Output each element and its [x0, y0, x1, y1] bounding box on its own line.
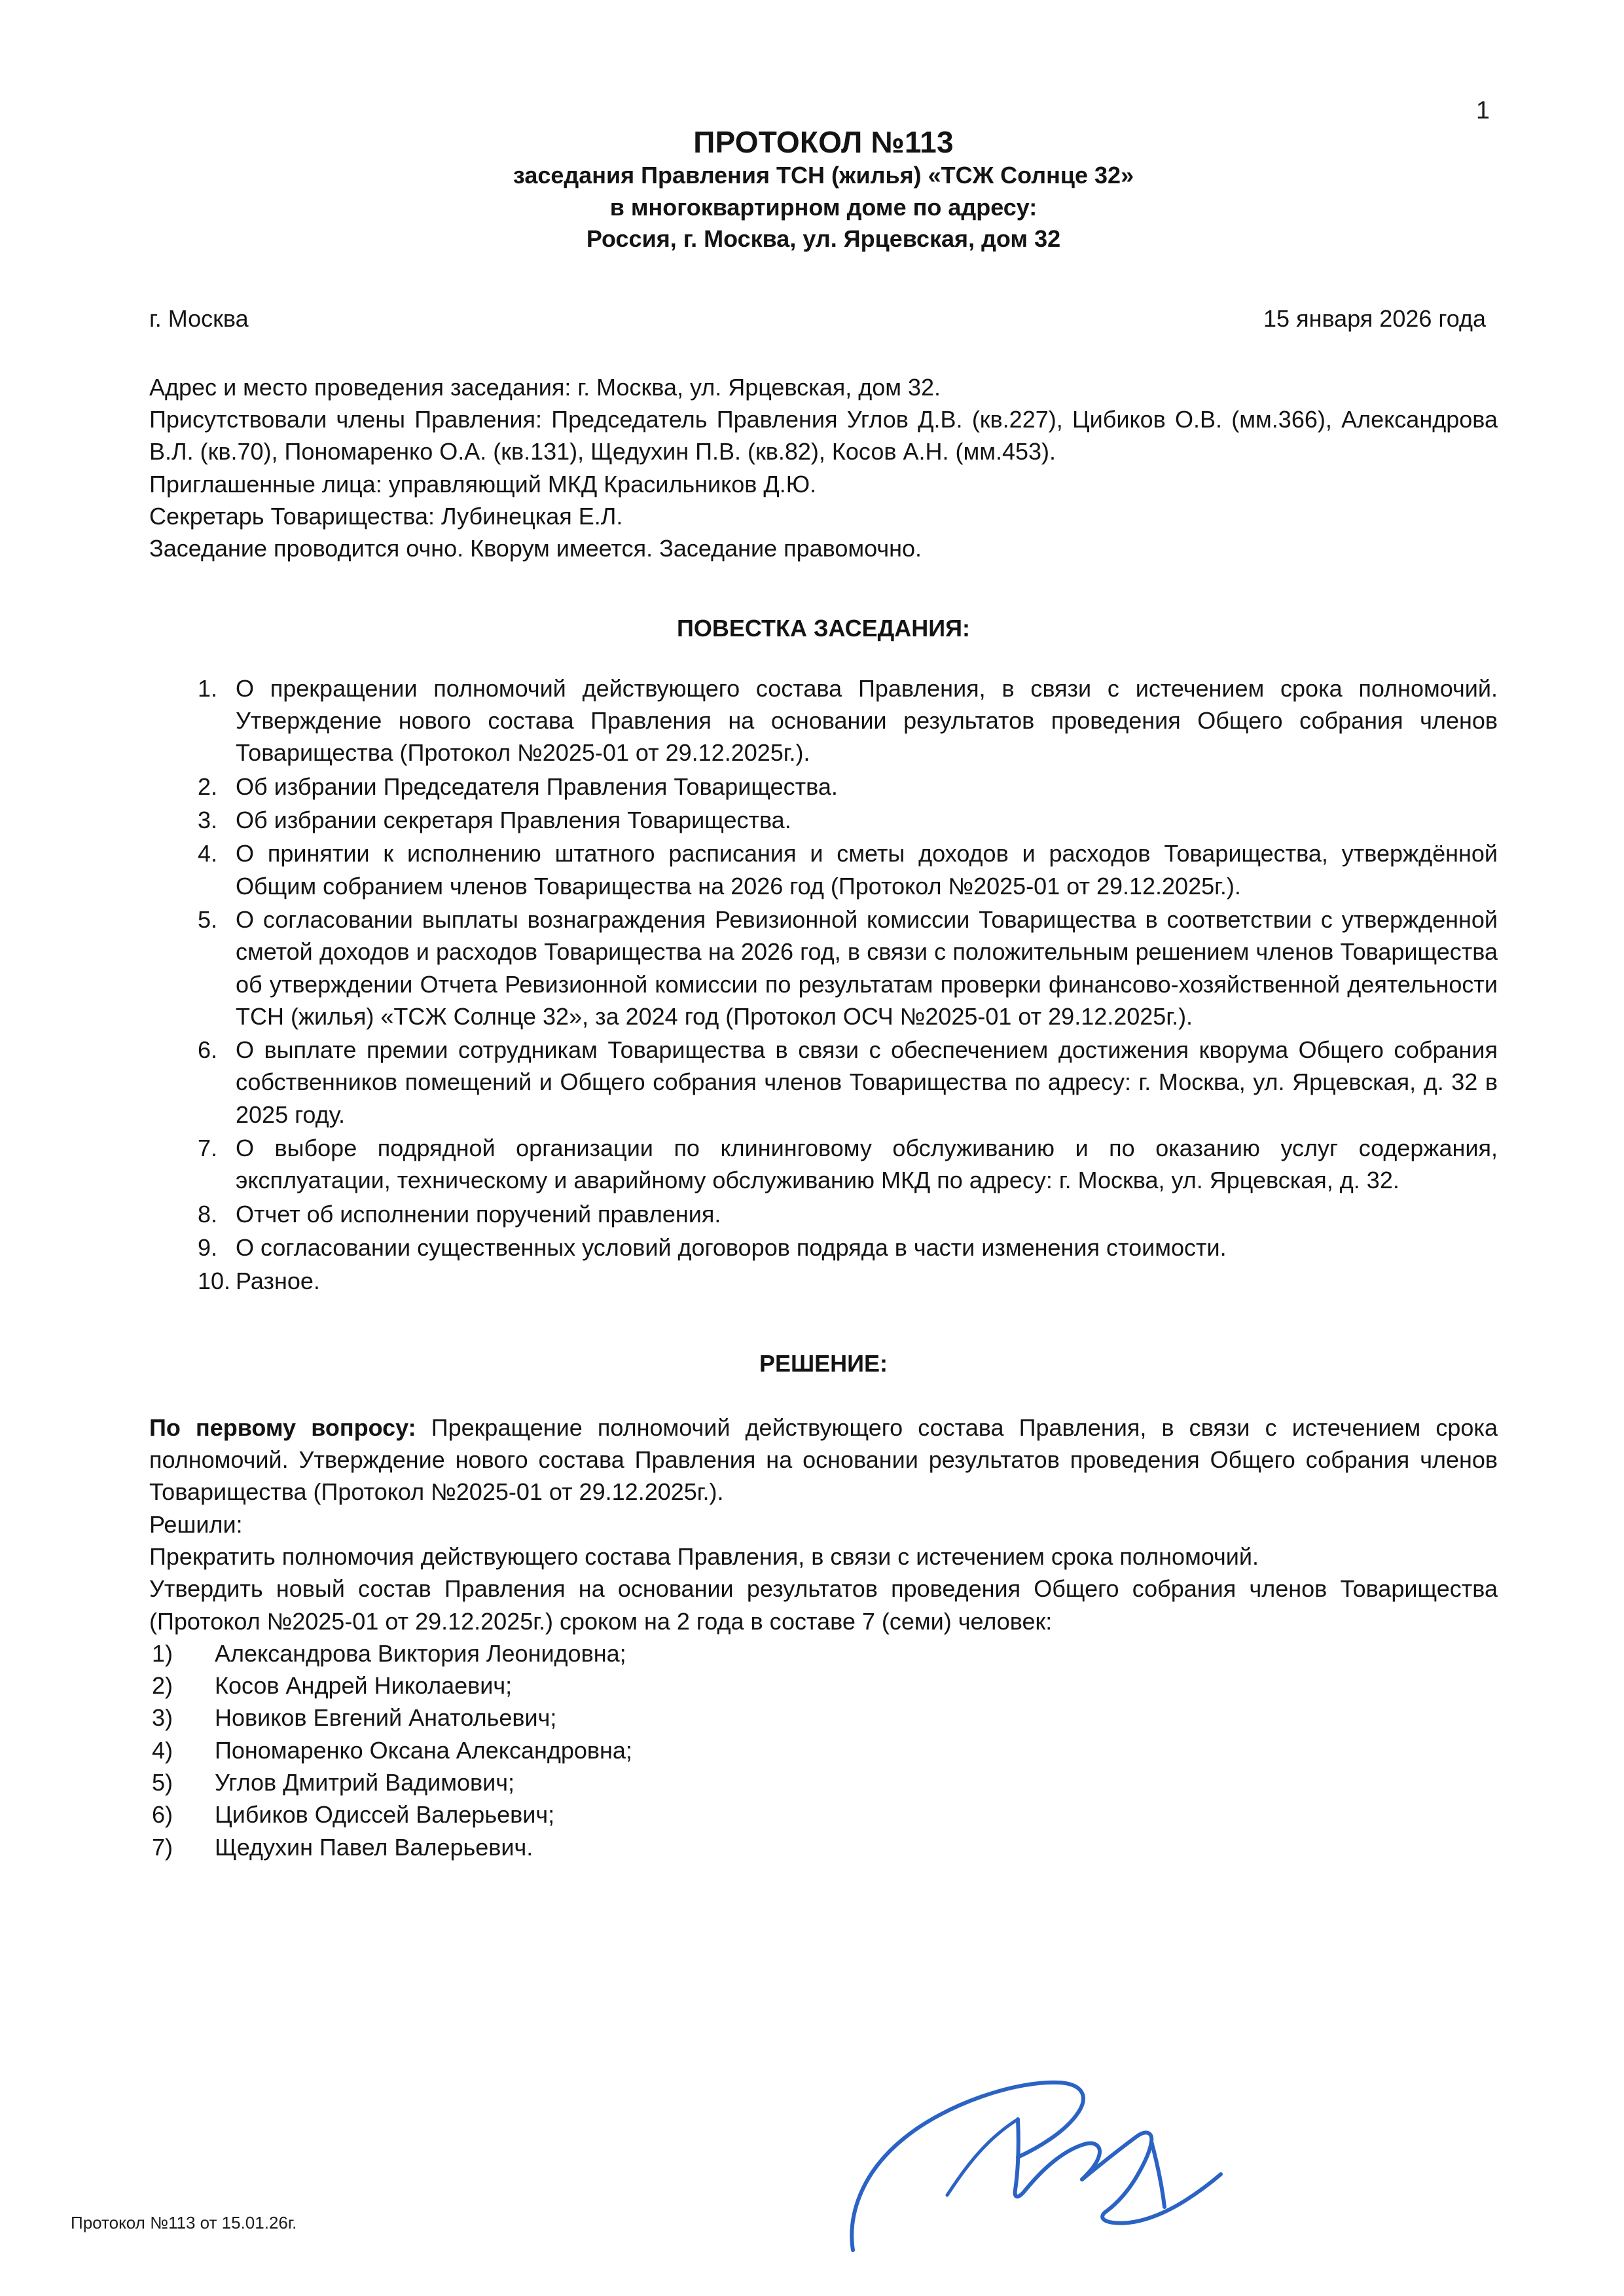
resolved-line-1: Прекратить полномочия действующего состава Правления, в связи с истечением срока полномочий.: [149, 1542, 1259, 1570]
member-name: Новиков Евгений Анатольевич;: [215, 1704, 557, 1732]
resolution-question-text: Прекращение полномочий действующего состава Правления, в связи с истечением срока полномочий. Утверждение нового состава Правления на основании результатов проведения Общего собрания членов Товарищества (Протокол №2025-01 от 29.12.2025г.).: [149, 1413, 1498, 1506]
page-number: 1: [1475, 97, 1490, 124]
resolution-question-label: По первому вопросу:: [149, 1413, 416, 1441]
agenda-item: [149, 1034, 1498, 1131]
agenda-item-text: О выплате премии сотрудникам Товарищества в связи с обеспечением достижения кворума Общего собрания собственников помещений и Общего собрания членов Товарищества по адресу: г. Москва, ул. Ярцевская, д. 32 в 2025 году.: [236, 1036, 1498, 1128]
intro-block: [149, 371, 1498, 565]
member-name: Александрова Виктория Леонидовна;: [215, 1639, 626, 1667]
agenda-item-number: 1.: [198, 674, 218, 702]
list-item: [149, 1637, 1498, 1669]
resolved-line-2: Утвердить новый состав Правления на основании результатов проведения Общего собрания членов Товарищества (Протокол №2025-01 от 29.12.2025г.) сроком на 2 года в составе 7 (семи) человек:: [149, 1575, 1498, 1635]
meta-date: 15 января 2026 года: [1263, 305, 1486, 333]
resolution-question: [149, 1412, 1498, 1508]
agenda-item: [149, 837, 1498, 902]
list-item: [149, 1702, 1498, 1734]
agenda-item-text: О согласовании выплаты вознаграждения Ревизионной комиссии Товарищества в соответствии с утвержденной сметой доходов и расходов Товарищества на 2026 год, в связи с положительным решением членов Товарищества об утверждении Отчета Ревизионной комиссии по результатам проверки финансово-хозяйственной деятельности ТСН (жилья) «ТСЖ Солнце 32», за 2024 год (Протокол ОСЧ №2025-01 от 29.12.2025г.).: [236, 905, 1498, 1030]
list-item: [149, 1734, 1498, 1766]
agenda-item: [149, 1231, 1498, 1264]
resolved-label: Решили:: [149, 1510, 243, 1538]
intro-attendees: Присутствовали члены Правления: Председатель Правления Углов Д.В. (кв.227), Цибиков О.В. (мм.366), Александрова В.Л. (кв.70), Пономаренко О.А. (кв.131), Щедухин П.В. (кв.82), Косов А.Н. (мм.453).: [149, 406, 1498, 465]
agenda-item-number: 6.: [198, 1036, 218, 1064]
agenda-list: [149, 672, 1498, 1298]
title-subline-building: в многоквартирном доме по адресу:: [609, 193, 1038, 221]
member-name: Цибиков Одиссей Валерьевич;: [215, 1801, 555, 1829]
agenda-item: [149, 1132, 1498, 1197]
member-number: 6): [152, 1801, 173, 1829]
intro-quorum: Заседание проводится очно. Кворум имеется. Заседание правомочно.: [149, 535, 922, 562]
title-subline-address: Россия, г. Москва, ул. Ярцевская, дом 32: [586, 225, 1061, 253]
document-content: [149, 124, 1498, 1863]
agenda-item-text: Об избрании секретаря Правления Товарищества.: [236, 806, 791, 833]
agenda-item-text: Отчет об исполнении поручений правления.: [236, 1200, 721, 1228]
resolution-block: [149, 1412, 1498, 1637]
agenda-item-text: Об избрании Председателя Правления Товарищества.: [236, 773, 838, 800]
signature-mark: [821, 2020, 1293, 2295]
list-item: [149, 1831, 1498, 1863]
agenda-item-number: 9.: [198, 1234, 218, 1262]
meta-row: [149, 304, 1498, 335]
agenda-item-number: 8.: [198, 1200, 218, 1228]
decision-heading: РЕШЕНИЕ:: [759, 1349, 888, 1377]
member-name: Косов Андрей Николаевич;: [215, 1672, 513, 1700]
document-title-block: [149, 124, 1498, 255]
page-title: ПРОТОКОЛ №113: [693, 125, 954, 159]
agenda-item: [149, 903, 1498, 1032]
agenda-item: [149, 804, 1498, 836]
member-number: 5): [152, 1769, 173, 1796]
intro-invited: Приглашенные лица: управляющий МКД Красильников Д.Ю.: [149, 470, 817, 498]
member-number: 1): [152, 1639, 173, 1667]
agenda-item-number: 3.: [198, 806, 218, 833]
member-name: Щедухин Павел Валерьевич.: [215, 1833, 533, 1861]
agenda-item: [149, 672, 1498, 769]
member-number: 2): [152, 1672, 173, 1700]
list-item: [149, 1766, 1498, 1798]
list-item: [149, 1798, 1498, 1831]
member-number: 7): [152, 1833, 173, 1861]
agenda-item-number: 4.: [198, 840, 218, 867]
intro-address: Адрес и место проведения заседания: г. Москва, ул. Ярцевская, дом 32.: [149, 373, 941, 401]
agenda-item-number: 10.: [198, 1267, 231, 1295]
list-item: [149, 1669, 1498, 1702]
agenda-item: [149, 1265, 1498, 1297]
agenda-item-text: О согласовании существенных условий договоров подряда в части изменения стоимости.: [236, 1234, 1227, 1262]
agenda-item-text: О прекращении полномочий действующего состава Правления, в связи с истечением срока полномочий. Утверждение нового состава Правления на основании результатов проведения Общего собрания членов Товарищества (Протокол №2025-01 от 29.12.2025г.).: [236, 674, 1498, 767]
agenda-item-text: О принятии к исполнению штатного расписания и сметы доходов и расходов Товарищества, утверждённой Общим собранием членов Товарищества на 2026 год (Протокол №2025-01 от 29.12.2025г.).: [236, 840, 1498, 900]
agenda-item-number: 5.: [198, 905, 218, 933]
member-name: Пономаренко Оксана Александровна;: [215, 1736, 632, 1764]
member-number: 4): [152, 1736, 173, 1764]
agenda-item: [149, 771, 1498, 803]
board-members-list: [149, 1637, 1498, 1863]
agenda-item-number: 7.: [198, 1135, 218, 1162]
agenda-item-text: Разное.: [236, 1267, 320, 1295]
meta-place: г. Москва: [149, 305, 249, 333]
member-number: 3): [152, 1704, 173, 1732]
agenda-item-text: О выборе подрядной организации по клининговому обслуживанию и по оказанию услуг содержания, эксплуатации, техническому и аварийному обслуживанию МКД по адресу: г. Москва, ул. Ярцевская, д. 32.: [236, 1135, 1498, 1194]
footer-protocol-reference: Протокол №113 от 15.01.26г.: [71, 2212, 297, 2232]
agenda-heading: ПОВЕСТКА ЗАСЕДАНИЯ:: [677, 614, 970, 642]
intro-secretary: Секретарь Товарищества: Лубинецкая Е.Л.: [149, 503, 623, 530]
agenda-item-number: 2.: [198, 773, 218, 800]
agenda-item: [149, 1198, 1498, 1230]
title-subline-organization: заседания Правления ТСН (жилья) «ТСЖ Солнце 32»: [513, 162, 1134, 189]
member-name: Углов Дмитрий Вадимович;: [215, 1769, 515, 1796]
